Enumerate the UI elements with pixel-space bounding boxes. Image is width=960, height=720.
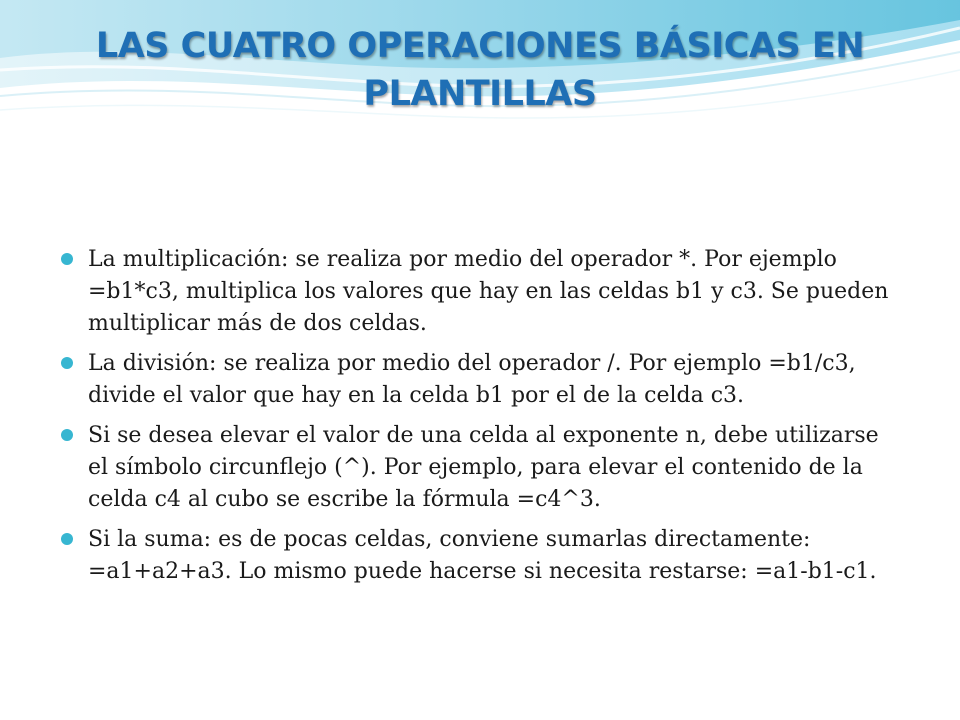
bullet-dot-icon — [61, 357, 73, 369]
bullet-dot-icon — [61, 533, 73, 545]
bullet-text: La división: se realiza por medio del operador /. Por ejemplo =b1/c3, divide el valor que hay en la celda b1 por el de la celda c3. — [88, 351, 856, 408]
bullet-text: Si se desea elevar el valor de una celda al exponente n, debe utilizarse el símbolo circunflejo (^). Por ejemplo, para elevar el contenido de la celda c4 al cubo se escribe la fórmula =c4^3. — [88, 423, 879, 512]
bullet-exponente — [58, 420, 898, 516]
bullet-list — [58, 244, 898, 596]
bullet-text: La multiplicación: se realiza por medio del operador *. Por ejemplo =b1*c3, multiplica los valores que hay en las celdas b1 y c3. Se pueden multiplicar más de dos celdas. — [88, 247, 889, 336]
slide-title: LAS CUATRO OPERACIONES BÁSICAS EN PLANTILLAS — [95, 26, 865, 114]
bullet-multiplicacion — [58, 244, 898, 340]
bullet-suma — [58, 524, 898, 588]
bullet-text: Si la suma: es de pocas celdas, conviene sumarlas directamente: =a1+a2+a3. Lo mismo puede hacerse si necesita restarse: =a1-b1-c1. — [88, 527, 877, 584]
bullet-dot-icon — [61, 253, 73, 265]
bullet-dot-icon — [61, 429, 73, 441]
bullet-division — [58, 348, 898, 412]
